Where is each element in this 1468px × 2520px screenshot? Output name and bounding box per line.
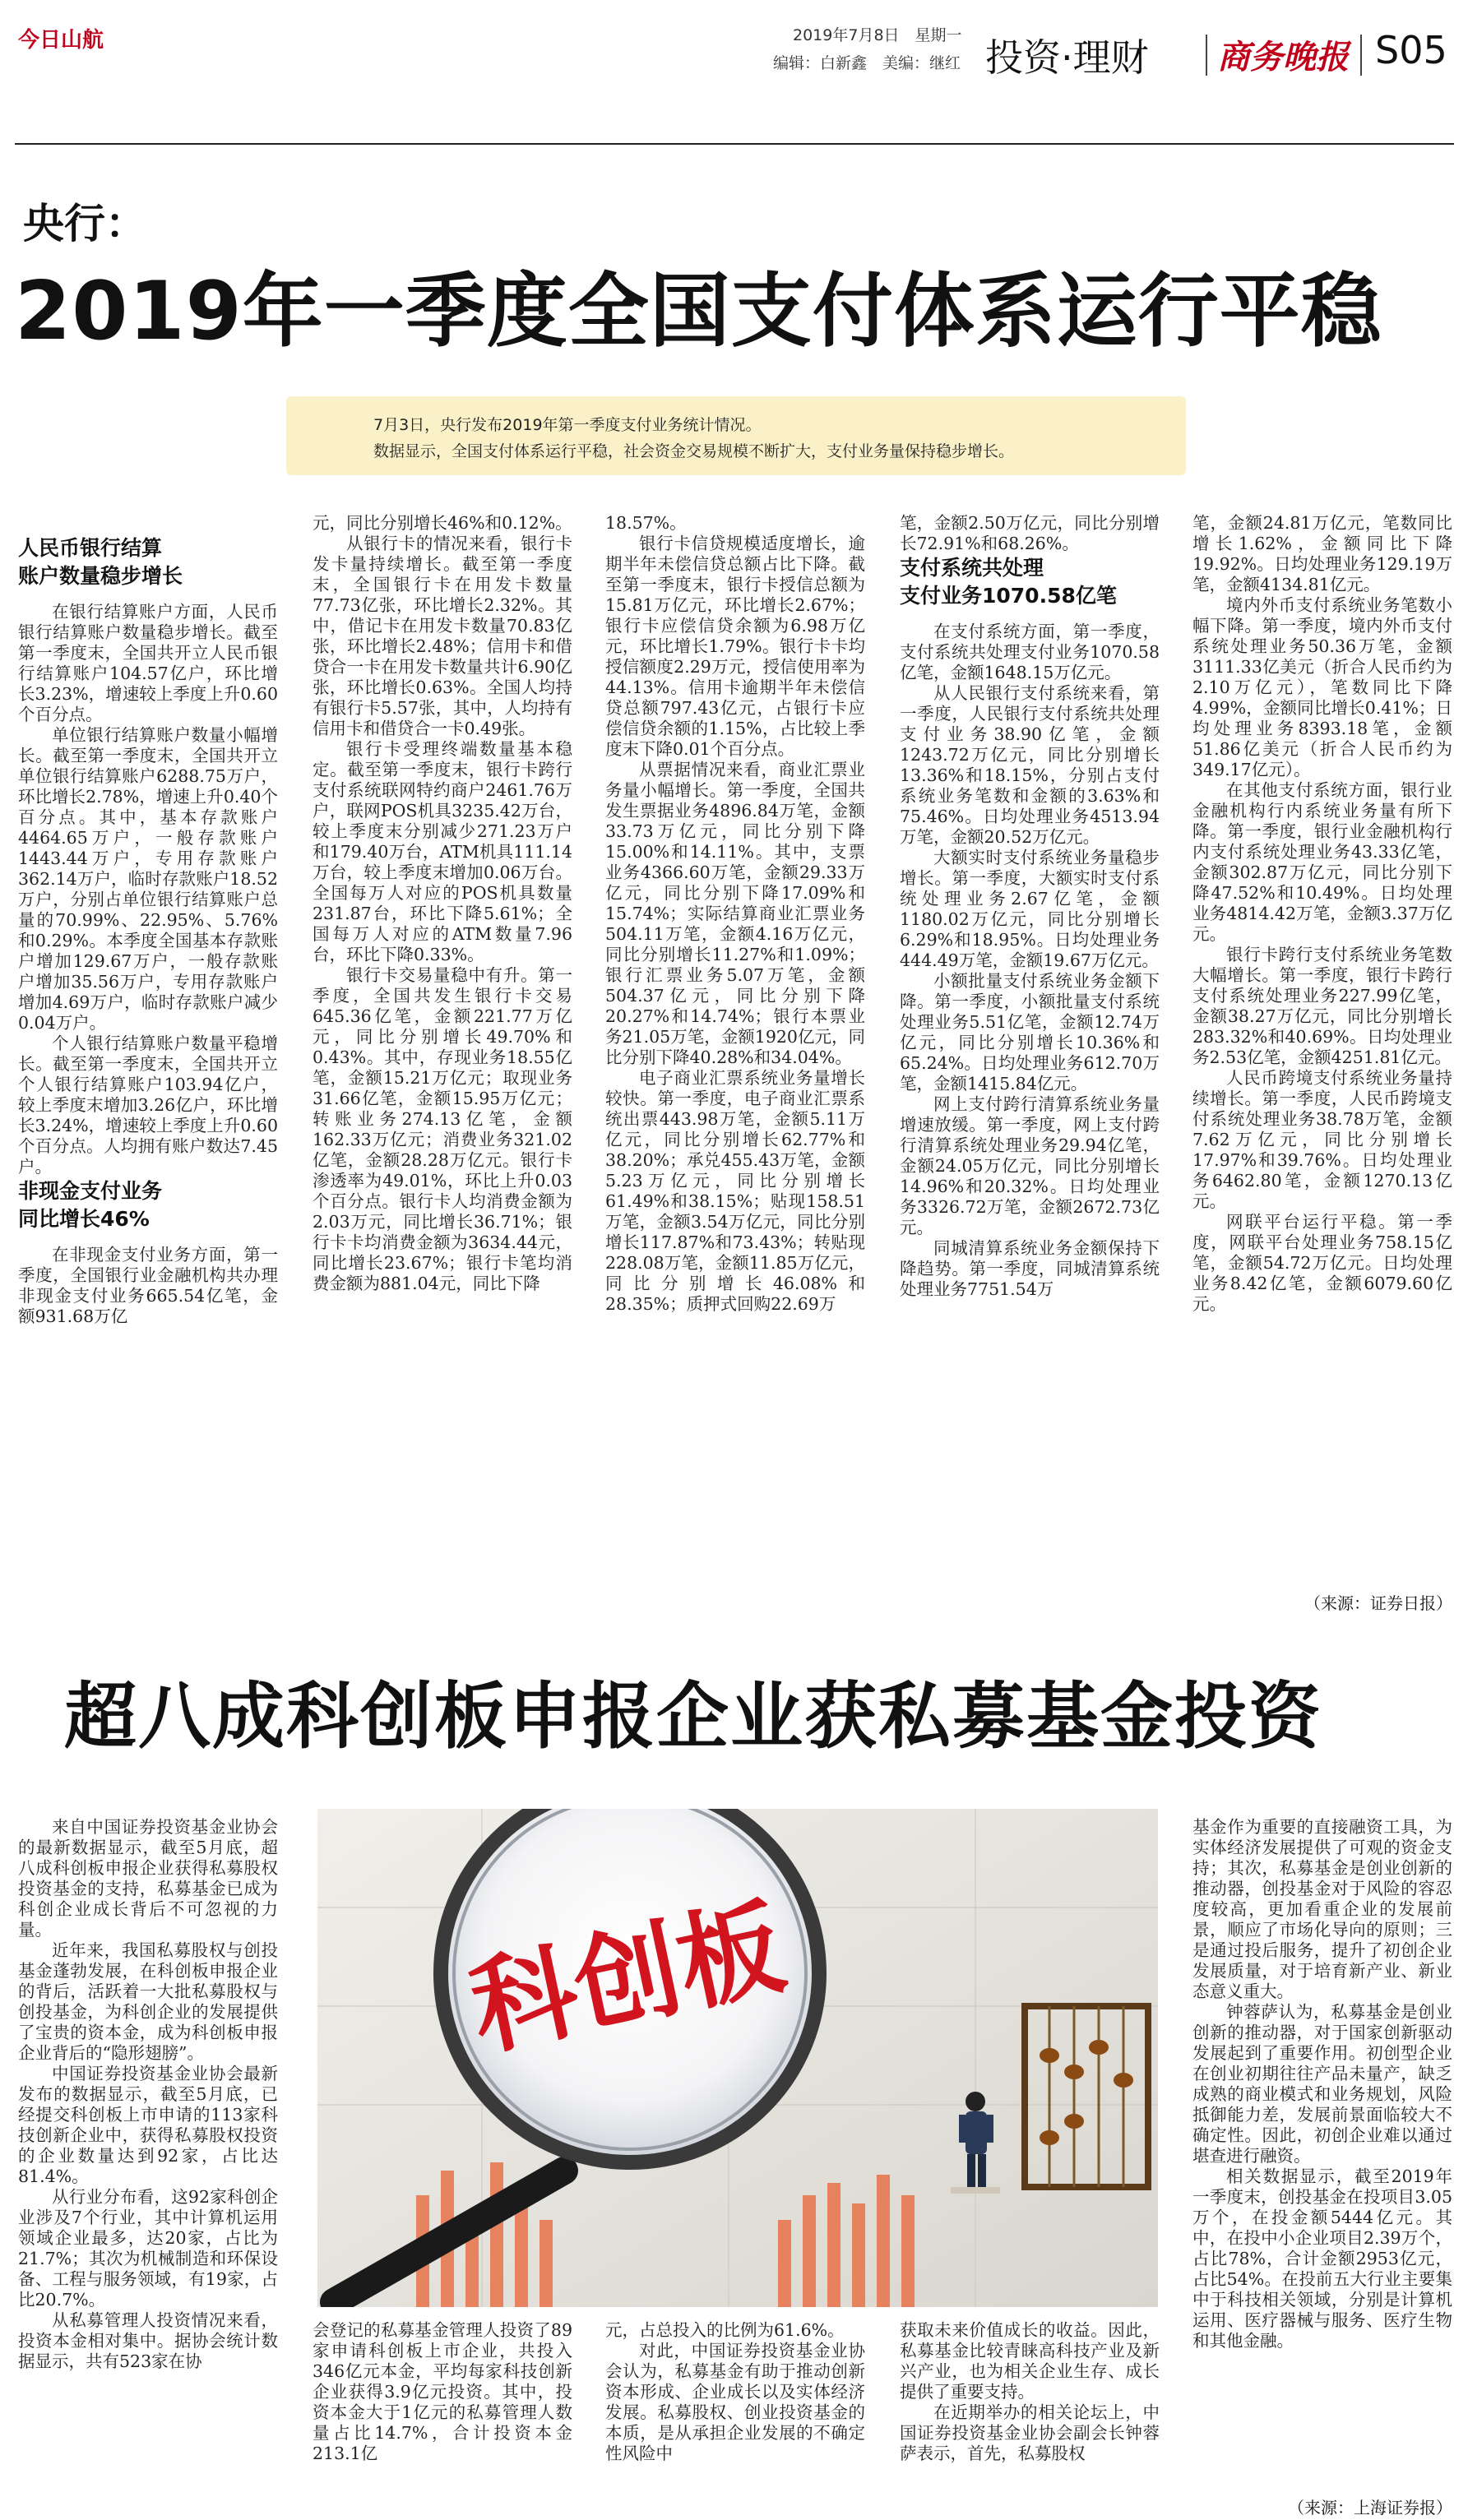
body-paragraph: 在非现金支付业务方面，第一季度，全国银行业金融机构共办理非现金支付业务665.54亿笔，金额931.68万亿 (18, 1245, 278, 1326)
article1-column-2 (313, 513, 572, 1611)
editors-credit: 编辑：白新鑫 美编：继红 (773, 54, 961, 72)
body-paragraph: 从票据情况来看，商业汇票业务量小幅增长。第一季度，全国共发生票据业务4896.84万笔，金额33.73万亿元，同比分别下降15.00%和14.11%。其中，支票业务4366.60万笔，金额29.33万亿元，同比分别下降17.09%和15.74%；实际结算商业汇票业务504.11万笔，金额4.16万亿元，同比分别增长11.27%和1.09%；银行汇票业务5.07万笔，金额504.37亿元，同比分别下降20.27%和14.74%；银行本票业务21.05万笔，金额1920亿元，同比分别下降40.28%和34.04%。 (605, 760, 865, 1067)
body-paragraph: 在近期举办的相关论坛上，中国证券投资基金业协会副会长钟蓉萨表示，首先，私募股权 (900, 2402, 1160, 2463)
article1-column-4 (900, 513, 1160, 1611)
article2-column-5 (1192, 1817, 1452, 2493)
body-paragraph: 网上支付跨行清算系统业务量增速放缓。第一季度，网上支付跨行清算系统处理业务29.94亿笔，金额24.05万亿元，同比分别增长14.96%和20.32%。日均处理业务3326.72万笔，金额2672.73亿元。 (900, 1094, 1160, 1237)
image-caption-text: 科创板 (460, 1886, 795, 2072)
body-paragraph: 18.57%。 (605, 513, 687, 533)
body-paragraph: 单位银行结算账户数量小幅增长。截至第一季度末，全国共开立单位银行结算账户6288.75万户，环比增长2.78%，增速上升0.40个百分点。其中，基本存款账户4464.65万户，一般存款账户1443.44万户，专用存款账户362.14万户，临时存款账户18.52万户，分别占单位银行结算账户总量的70.99%、22.95%、5.76%和0.29%。本季度全国基本存款账户增加129.67万户，一般存款账户增加35.56万户，专用存款账户增加4.69万户，临时存款账户减少0.04万户。 (18, 725, 278, 1033)
body-paragraph: 从行业分布看，这92家科创企业涉及7个行业，其中计算机运用领域企业最多，达20家，占比为21.7%；其次为机械制造和环保设备、工程与服务领域，有19家，占比20.7%。 (18, 2187, 278, 2310)
body-paragraph: 网联平台运行平稳。第一季度，网联平台处理业务758.15亿笔，金额54.72万亿元。日均处理业务8.42亿笔，金额6079.60亿元。 (1192, 1212, 1452, 1314)
body-paragraph: 获取未来价值成长的收益。因此，私募基金比较青睐高科技产业及新兴产业，也为相关企业生存、成长提供了重要支持。 (900, 2320, 1160, 2402)
article2-column-3 (605, 2320, 865, 2508)
lead-box (286, 396, 1186, 475)
body-paragraph: 境内外币支付系统业务笔数小幅下降。第一季度，境内外币支付系统处理业务50.36万笔，金额3111.33亿美元（折合人民币约为2.10万亿元），笔数同比下降4.99%，金额同比增长0.41%；日均处理业务8393.18笔，金额51.86亿美元（折合人民币约为349.17亿元）。 (1192, 595, 1452, 779)
star-market-illustration (317, 1809, 1158, 2307)
article2-column-4 (900, 2320, 1160, 2508)
body-paragraph: 银行卡跨行支付系统业务笔数大幅增长。第一季度，银行卡跨行支付系统处理业务227.99亿笔，金额38.27万亿元，同比分别增长283.32%和40.69%。日均处理业务2.53亿笔，金额4251.81亿元。 (1192, 945, 1452, 1067)
region-label: 今日山航 (18, 28, 104, 53)
subheading: 非现金支付业务 同比增长46% (18, 1179, 163, 1231)
source-credit: （来源：证券日报） (1304, 1593, 1452, 1613)
article-headline: 2019年一季度全国支付体系运行平稳 (15, 265, 1382, 358)
body-paragraph: 元，占总投入的比例为61.6%。 (605, 2320, 845, 2340)
body-paragraph: 小额批量支付系统业务金额下降。第一季度，小额批量支付系统处理业务5.51亿笔，金额12.74万亿元，同比分别增长10.36%和65.24%。日均处理业务612.70万笔，金额1415.84亿元。 (900, 971, 1160, 1094)
page-number: S05 (1375, 28, 1447, 72)
body-paragraph: 中国证券投资基金业协会最新发布的数据显示，截至5月底，已经提交科创板上市申请的113家科技创新企业中，获得私募股权投资的企业数量达到92家，占比达81.4%。 (18, 2064, 278, 2186)
article2-column-1 (18, 1817, 278, 2508)
body-paragraph: 在支付系统方面，第一季度，支付系统共处理支付业务1070.58亿笔，金额1648.15万亿元。 (900, 622, 1160, 682)
body-paragraph: 大额实时支付系统业务量稳步增长。第一季度，大额实时支付系统处理业务2.67亿笔，金额1180.02万亿元，同比分别增长6.29%和18.95%。日均处理业务444.49万笔，金额19.67万亿元。 (900, 848, 1160, 970)
article1-column-3 (605, 513, 865, 1611)
illustration-svg (317, 1809, 1158, 2307)
body-paragraph: 来自中国证券投资基金业协会的最新数据显示，截至5月底，超八成科创板申报企业获得私募股权投资基金的支持，私募基金已成为科创企业成长背后不可忽视的力量。 (18, 1817, 278, 1940)
body-paragraph: 近年来，我国私募股权与创投基金蓬勃发展，在科创板申报企业的背后，活跃着一大批私募股权与创投基金，为科创企业的发展提供了宝贵的资本金，成为科创板申报企业背后的“隐形翅膀”。 (18, 1940, 278, 2063)
body-paragraph: 钟蓉萨认为，私募基金是创业创新的推动器，对于国家创新驱动发展起到了重要作用。初创型企业在创业初期往往产品未量产，缺乏成熟的商业模式和业务规划，风险抵御能力差，发展前景面临较大不确定性。因此，初创企业难以通过堪查进行融资。 (1192, 2002, 1452, 2166)
article2-column-2 (313, 2320, 572, 2508)
newspaper-logo: 商务晚报 (1217, 38, 1349, 76)
issue-date: 2019年7月8日 星期一 (793, 26, 962, 44)
body-paragraph: 会登记的私募基金管理人投资了89家申请科创板上市企业，共投入346亿元本金，平均每家科技创新企业获得3.9亿元投资。其中，投资本金大于1亿元的私募管理人数量占比14.7%，合计投资本金213.1亿 (313, 2320, 572, 2463)
header-divider (1206, 35, 1207, 76)
body-paragraph: 银行卡信贷规模适度增长，逾期半年未偿信贷总额占比下降。截至第一季度末，银行卡授信总额为15.81万亿元，环比增长2.67%；银行卡应偿信贷余额为6.98万亿元，环比增长1.79%。银行卡卡均授信额度2.29万元，授信使用率为44.13%。信用卡逾期半年未偿信贷总额797.43亿元，占银行卡应偿信贷余额的1.15%，占比较上季度末下降0.01个百分点。 (605, 534, 865, 759)
body-paragraph: 人民币跨境支付系统业务量持续增长。第一季度，人民币跨境支付系统处理业务38.78万笔，金额7.62万亿元，同比分别增长17.97%和39.76%。日均处理业务6462.80笔，金额1270.13亿元。 (1192, 1068, 1452, 1211)
body-paragraph: 同城清算系统业务金额保持下降趋势。第一季度，同城清算系统处理业务7751.54万 (900, 1238, 1160, 1299)
body-paragraph: 银行卡受理终端数量基本稳定。截至第一季度末，银行卡跨行支付系统联网特约商户2461.76万户，联网POS机具3235.42万台，较上季度末分别减少271.23万户和179.40万台，ATM机具111.14万台，较上季度末增加0.06万台。全国每万人对应的POS机具数量231.87台，环比下降5.61%；全国每万人对应的ATM数量7.96台，环比下降0.33%。 (313, 739, 572, 964)
source-credit: （来源：上海证券报） (1288, 2498, 1452, 2518)
subheading: 支付系统共处理 支付业务1070.58亿笔 (900, 556, 1117, 608)
body-paragraph: 在银行结算账户方面，人民币银行结算账户数量稳步增长。截至第一季度末，全国共开立人民币银行结算账户104.57亿户，环比增长3.23%，增速较上季度上升0.60个百分点。 (18, 602, 278, 724)
lead-line: 7月3日，央行发布2019年第一季度支付业务统计情况。 (373, 416, 762, 434)
lead-line: 数据显示，全国支付体系运行平稳，社会资金交易规模不断扩大，支付业务量保持稳步增长。 (373, 442, 1015, 460)
body-paragraph: 元，同比分别增长46%和0.12%。 (313, 513, 572, 533)
header-divider (1360, 35, 1362, 76)
body-paragraph: 相关数据显示，截至2019年一季度末，创投基金在投项目3.05万个，在投金额5444亿元。其中，在投中小企业项目2.39万个，占比78%，合计金额2953亿元，占比54%。在投前五大行业主要集中于科技相关领域，分别是计算机运用、医疗器械与服务、医疗生物和其他金融。 (1192, 2166, 1452, 2351)
section-title: 投资·理财 (985, 35, 1149, 80)
body-paragraph: 笔，金额2.50万亿元，同比分别增长72.91%和68.26%。 (900, 513, 1160, 553)
body-paragraph: 笔，金额24.81万亿元，笔数同比增长1.62%，金额同比下降19.92%。日均处理业务129.19万笔，金额4134.81亿元。 (1192, 513, 1452, 594)
body-paragraph: 从人民银行支付系统来看，第一季度，人民银行支付系统共处理支付业务38.90亿笔，金额1243.72万亿元，同比分别增长13.36%和18.15%，分别占支付系统业务笔数和金额的3.63%和75.46%。日均处理业务4513.94万笔，金额20.52万亿元。 (900, 683, 1160, 847)
article1-column-1 (18, 534, 278, 1611)
body-paragraph: 在其他支付系统方面，银行业金融机构行内系统业务量有所下降。第一季度，银行业金融机构行内支付系统处理业务43.33亿笔，金额302.87万亿元，同比分别下降47.52%和10.49%。日均处理业务4814.42万笔，金额3.37万亿元。 (1192, 780, 1452, 944)
body-paragraph: 个人银行结算账户数量平稳增长。截至第一季度末，全国共开立个人银行结算账户103.94亿户，较上季度末增加3.26亿户，环比增长3.24%，增速较上季度上升0.60个百分点。人均拥有账户数达7.45户。 (18, 1033, 278, 1177)
article-kicker: 央行： (23, 200, 146, 247)
body-paragraph: 基金作为重要的直接融资工具，为实体经济发展提供了可观的资金支持；其次，私募基金是创业创新的推动器，创投基金对于风险的容忍度较高，更加看重企业的发展前景，顺应了市场化导向的原则；三是通过投后服务，提升了初创企业发展质量，对于培育新产业、新业态意义重大。 (1192, 1817, 1452, 2001)
header-rule (15, 143, 1454, 145)
article1-column-5 (1192, 513, 1452, 1582)
body-paragraph: 从私募管理人投资情况来看，投资本金相对集中。据协会统计数据显示，共有523家在协 (18, 2310, 278, 2371)
body-paragraph: 银行卡交易量稳中有升。第一季度，全国共发生银行卡交易645.36亿笔，金额221.77万亿元，同比分别增长49.70%和0.43%。其中，存现业务18.55亿笔，金额15.21万亿元；取现业务31.66亿笔，金额15.95万亿元；转账业务274.13亿笔，金额162.33万亿元；消费业务321.02亿笔，金额28.28万亿元。银行卡渗透率为49.01%，环比上升0.03个百分点。银行卡人均消费金额为2.03万元，同比增长36.71%；银行卡卡均消费金额为3634.44元，同比增长23.67%；银行卡笔均消费金额为881.04元，同比下降 (313, 965, 572, 1293)
subheading: 人民币银行结算 账户数量稳步增长 (18, 536, 183, 588)
body-paragraph: 从银行卡的情况来看，银行卡发卡量持续增长。截至第一季度末，全国银行卡在用发卡数量77.73亿张，环比增长2.32%。其中，借记卡在用发卡数量70.83亿张，环比增长2.48%；信用卡和借贷合一卡在用发卡数量共计6.90亿张，环比增长0.63%。全国人均持有银行卡5.57张，其中，人均持有信用卡和借贷合一卡0.49张。 (313, 534, 572, 738)
body-paragraph: 对此，中国证券投资基金业协会认为，私募基金有助于推动创新资本形成、企业成长以及实体经济发展。私募股权、创业投资基金的本质，是从承担企业发展的不确定性风险中 (605, 2341, 865, 2463)
article2-headline: 超八成科创板申报企业获私募基金投资 (64, 1674, 1323, 1759)
body-paragraph: 电子商业汇票系统业务量增长较快。第一季度，电子商业汇票系统出票443.98万笔，金额5.11万亿元，同比分别增长62.77%和38.20%；承兑455.43万笔，金额5.23万亿元，同比分别增长61.49%和38.15%；贴现158.51万笔，金额3.54万亿元，同比分别增长117.87%和73.43%；转贴现228.08万笔，金额11.85万亿元，同比分别增长46.08%和28.35%；质押式回购22.69万 (605, 1068, 865, 1314)
